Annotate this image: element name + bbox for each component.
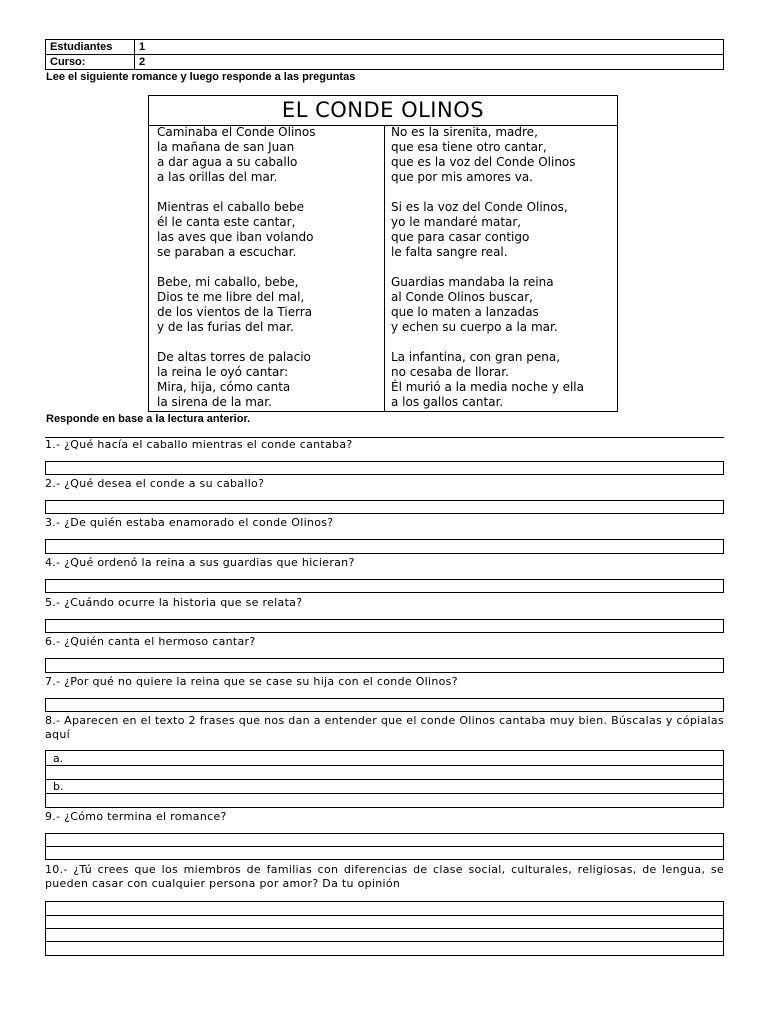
question-5: 5.- ¿Cuándo ocurre la historia que se relata?	[45, 596, 303, 609]
poem-verse-line: que lo maten a lanzadas	[391, 305, 539, 319]
answer-5-field[interactable]	[45, 619, 724, 633]
respond-heading: Responde en base a la lectura anterior.	[46, 413, 251, 425]
poem-verse-line: Guardias mandaba la reina	[391, 275, 554, 289]
poem-verse-line: que para casar contigo	[391, 230, 530, 244]
question-10: 10.- ¿Tú crees que los miembros de familias con diferencias de clase social, culturales, religiosas, de lengua, se pueden casar con cualquier persona por amor? Da tu opinión	[45, 863, 724, 890]
poem-verse-line: Caminaba el Conde Olinos	[157, 125, 316, 139]
question-9: 9.- ¿Cómo termina el romance?	[45, 810, 227, 823]
question-7: 7.- ¿Por qué no quiere la reina que se case su hija con el conde Olinos?	[45, 675, 458, 688]
answer-8-box	[45, 750, 724, 808]
poem-verse-line: se paraban a escuchar.	[157, 245, 297, 259]
answer-8-option-a: a.	[53, 752, 64, 765]
poem-stanza	[157, 350, 381, 410]
answer-10-box[interactable]	[45, 901, 724, 956]
row-line	[46, 846, 723, 847]
question-2: 2.- ¿Qué desea el conde a su caballo?	[45, 477, 265, 490]
question-4: 4.- ¿Qué ordenó la reina a sus guardias que hicieran?	[45, 556, 355, 569]
students-label: Estudiantes	[46, 40, 135, 55]
poem-stanza	[391, 350, 615, 410]
poem-verse-line: las aves que iban volando	[157, 230, 314, 244]
poem-verse-line: Mientras el caballo bebe	[157, 200, 305, 214]
row-line	[46, 779, 723, 780]
poem-stanza	[157, 275, 381, 335]
poem-left-column	[157, 125, 381, 410]
question-1: 1.- ¿Qué hacía el caballo mientras el conde cantaba?	[45, 438, 353, 451]
poem-verse-line: Él murió a la media noche y ella	[391, 380, 584, 394]
poem-verse-line: Dios te me libre del mal,	[157, 290, 305, 304]
poem-stanza	[157, 200, 381, 260]
answer-4-field[interactable]	[45, 579, 724, 593]
poem-verse-line: que por mis amores va.	[391, 170, 533, 184]
row-line	[46, 941, 723, 942]
poem-verse-line: y echen su cuerpo a la mar.	[391, 320, 558, 334]
poem-verse-line: De altas torres de palacio	[157, 350, 311, 364]
poem-verse-line: no cesaba de llorar.	[391, 365, 509, 379]
poem-verse-line: la mañana de san Juan	[157, 140, 295, 154]
answer-2-field[interactable]	[45, 500, 724, 514]
poem-verse-line: a los gallos cantar.	[391, 395, 504, 409]
question-8: 8.- Aparecen en el texto 2 frases que nos dan a entender que el conde Olinos cantaba muy bien. Búscalas y cópialas aquí	[45, 714, 724, 741]
poem-verse-line: le falta sangre real.	[391, 245, 508, 259]
answer-6-field[interactable]	[45, 658, 724, 673]
poem-verse-line: Si es la voz del Conde Olinos,	[391, 200, 568, 214]
poem-stanza	[391, 125, 615, 185]
poem-verse-line: que es la voz del Conde Olinos	[391, 155, 576, 169]
students-value[interactable]: 1	[135, 40, 724, 55]
poem-verse-line: la sirena de la mar.	[157, 395, 272, 409]
poem-verse-line: a dar agua a su caballo	[157, 155, 298, 169]
poem-verse-line: Mira, hija, cómo canta	[157, 380, 291, 394]
poem-verse-line: yo le mandaré matar,	[391, 215, 522, 229]
poem-verse-line: que esa tiene otro cantar,	[391, 140, 547, 154]
answer-1-field[interactable]	[45, 461, 724, 475]
poem-verse-line: La infantina, con gran pena,	[391, 350, 561, 364]
student-info-table	[45, 39, 724, 70]
poem-right-column	[391, 125, 615, 410]
course-label: Curso:	[46, 55, 135, 70]
poem-verse-line: la reina le oyó cantar:	[157, 365, 289, 379]
instructions: Lee el siguiente romance y luego responde a las preguntas	[46, 71, 356, 83]
poem-box	[148, 95, 618, 412]
row-line	[46, 793, 723, 794]
course-value[interactable]: 2	[135, 55, 724, 70]
question-6: 6.- ¿Quién canta el hermoso cantar?	[45, 635, 256, 648]
answer-8-option-b: b.	[53, 780, 64, 793]
answer-9-box[interactable]	[45, 833, 724, 860]
poem-verse-line: de los vientos de la Tierra	[157, 305, 313, 319]
answer-3-field[interactable]	[45, 539, 724, 554]
poem-column-divider	[384, 125, 385, 411]
row-line	[46, 765, 723, 766]
poem-stanza	[157, 125, 381, 185]
poem-verse-line: él le canta este cantar,	[157, 215, 296, 229]
poem-stanza	[391, 275, 615, 335]
poem-verse-line: Bebe, mi caballo, bebe,	[157, 275, 299, 289]
question-3: 3.- ¿De quién estaba enamorado el conde Olinos?	[45, 516, 334, 529]
row-line	[46, 915, 723, 916]
answer-7-field[interactable]	[45, 698, 724, 712]
poem-title: EL CONDE OLINOS	[149, 96, 617, 126]
poem-stanza	[391, 200, 615, 260]
poem-verse-line: No es la sirenita, madre,	[391, 125, 538, 139]
poem-verse-line: al Conde Olinos buscar,	[391, 290, 533, 304]
row-line	[46, 928, 723, 929]
poem-verse-line: a las orillas del mar.	[157, 170, 278, 184]
poem-verse-line: y de las furias del mar.	[157, 320, 294, 334]
